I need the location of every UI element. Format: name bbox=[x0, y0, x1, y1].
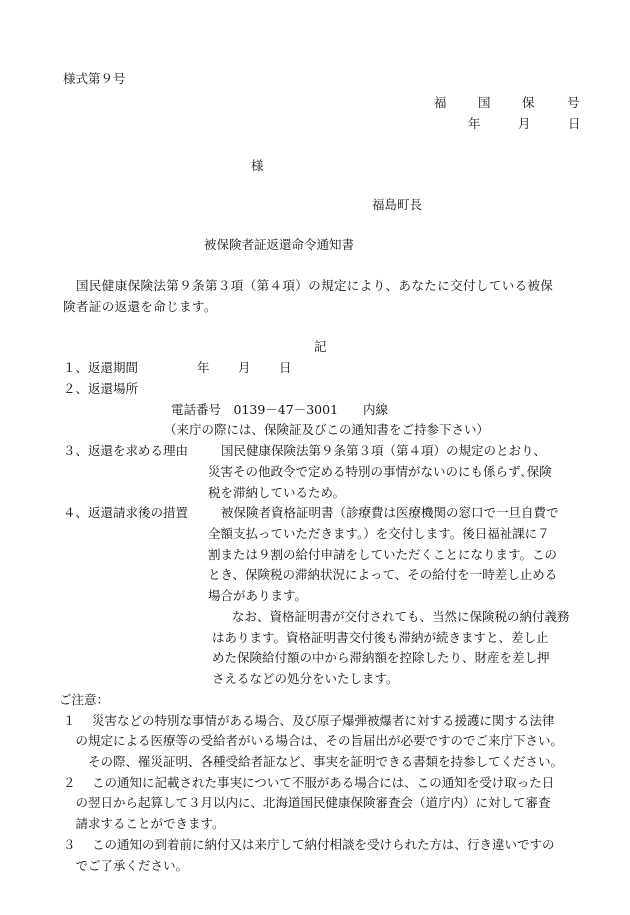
place-label: ２、返還場所 bbox=[63, 381, 139, 396]
reason-label: ３、返還を求める理由 bbox=[63, 443, 189, 458]
issuer: 福島町長 bbox=[372, 197, 423, 212]
bring-note: （来庁の際には、保険証及びこの通知書をご持参下さい） bbox=[164, 422, 490, 437]
ki-heading: 記 bbox=[314, 339, 327, 354]
note-line-5: の翌日から起算して３月以内に、北海道国民健康保険審査会（道庁内）に対して審査 bbox=[63, 795, 551, 810]
reason-line-1: 国民健康保険法第９条第３項（第４項）の規定のとおり、 bbox=[221, 443, 547, 458]
note-line-2: の規定による医療等の受給者がいる場合は、その旨届出が必要ですのでご来庁下さい。 bbox=[63, 733, 564, 748]
date-year: 年 bbox=[468, 116, 481, 131]
measures-line-7: はあります。資格証明書交付後も滞納が続きますと、差し止 bbox=[212, 630, 549, 645]
notes-heading: ご注意： bbox=[59, 692, 110, 707]
ref-fuku: 福 bbox=[434, 95, 447, 110]
ref-go: 号 bbox=[567, 95, 580, 110]
ref-koku: 国 bbox=[478, 95, 491, 110]
measures-line-2: 全額支払っていただきます。）を交付します。後日福祉課に７ bbox=[208, 526, 550, 541]
period-day: 日 bbox=[279, 360, 292, 375]
measures-line-4: とき、保険税の滞納状況によって、その給付を一時差し止める bbox=[208, 567, 558, 582]
reason-line-2: 災害その他政令で定める特別の事情がないのにも係らず､保険 bbox=[208, 464, 552, 479]
date-month: 月 bbox=[518, 116, 531, 131]
form-number: 様式第９号 bbox=[63, 71, 126, 86]
reason-line-3: 税を滞納しているため。 bbox=[208, 485, 346, 500]
note-line-4: ２ この通知に記載された事実について不服がある場合には、この通知を受け取った日 bbox=[63, 775, 555, 790]
note-line-1: １ 災害などの特別な事情がある場合、及び原子爆弾被爆者に対する援護に関する法律 bbox=[63, 713, 555, 728]
period-month: 月 bbox=[238, 360, 251, 375]
note-line-3: その際、罹災証明、各種受給者証など、事実を証明できる書類を持参してください。 bbox=[63, 754, 564, 769]
measures-line-9: さえるなどの処分をいたします。 bbox=[212, 671, 399, 686]
measures-line-6: なお、資格証明書が交付されても、当然に保険税の納付義務 bbox=[232, 609, 570, 624]
note-line-6: 請求することができます。 bbox=[63, 816, 225, 831]
document-title: 被保険者証返還命令通知書 bbox=[204, 237, 355, 252]
measures-line-3: 割または９割の給付申請をしていただくことになります。この bbox=[208, 547, 558, 562]
body-line-2: 険者証の返還を命じます。 bbox=[63, 299, 217, 314]
ref-ho: 保 bbox=[522, 95, 535, 110]
date-day: 日 bbox=[568, 116, 581, 131]
measures-line-5: 場合があります。 bbox=[208, 588, 308, 603]
measures-line-8: めた保険給付額の中から滞納額を控除したり、財産を差し押 bbox=[212, 650, 550, 665]
period-label: １、返還期間 bbox=[63, 360, 139, 375]
phone-line: 電話番号 0139－47－3001 内線 bbox=[171, 402, 389, 417]
body-line-1: 国民健康保険法第９条第３項（第４項）の規定により、あなたに交付している被保 bbox=[76, 278, 554, 293]
addressee-suffix: 様 bbox=[251, 158, 264, 173]
measures-line-1: 被保険者資格証明書（診療費は医療機関の窓口で一旦自費で bbox=[221, 505, 559, 520]
note-line-7: ３ この通知の到着前に納付又は来庁して納付相談を受けられた方は、行き違いですの bbox=[63, 837, 555, 852]
measures-label: ４、返還請求後の措置 bbox=[63, 505, 189, 520]
period-year: 年 bbox=[197, 360, 210, 375]
note-line-8: でご了承ください。 bbox=[63, 858, 189, 873]
